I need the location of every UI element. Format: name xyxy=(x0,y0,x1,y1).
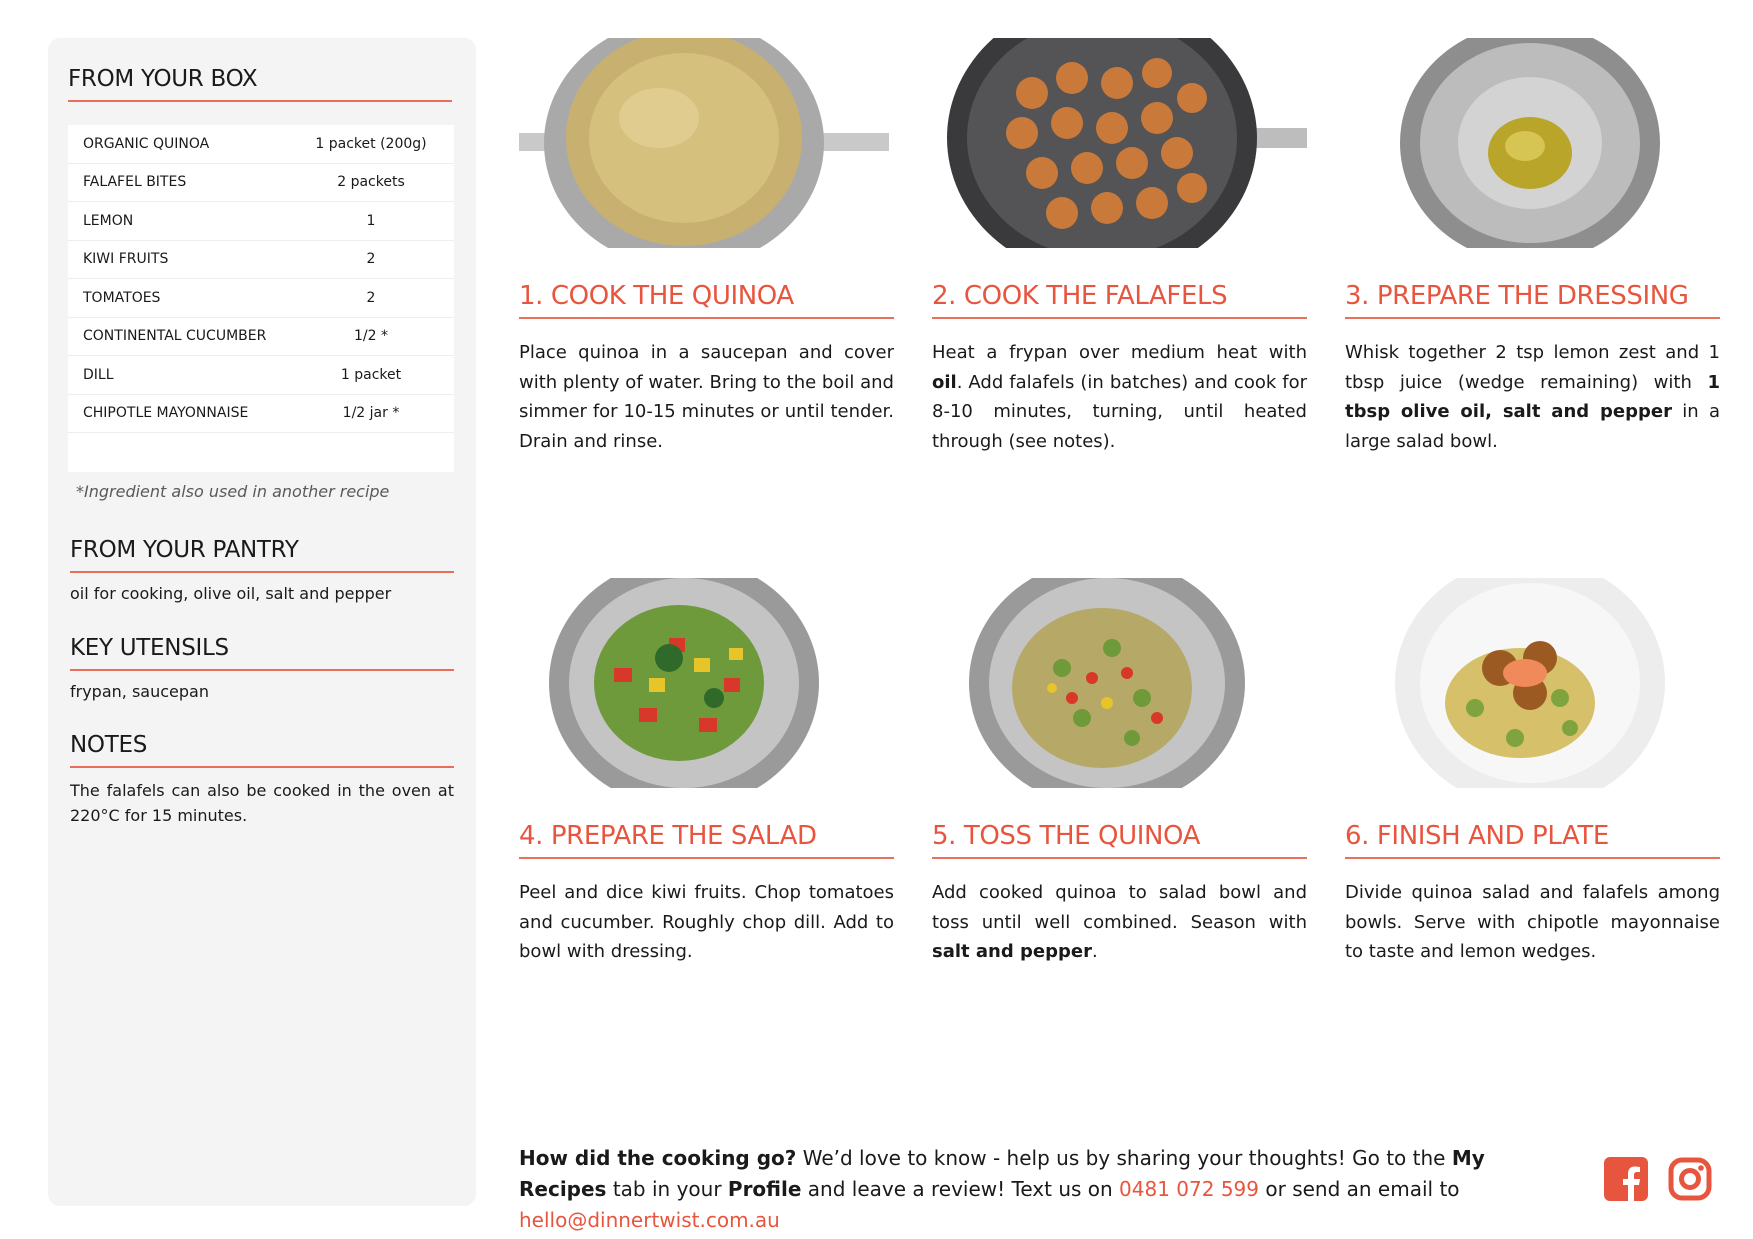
ingredient-row xyxy=(68,318,454,357)
step-title: 1. COOK THE QUINOA xyxy=(519,281,894,319)
ingredient-qty: 1/2 * xyxy=(354,328,388,345)
ingredient-row xyxy=(68,279,454,318)
step-text: Place quinoa in a saucepan and cover with plenty of water. Bring to the boil and simmer for 10-15 minutes or until tender. Drain and rinse. xyxy=(519,342,894,452)
step-text: Heat a frypan over medium heat with oil. Add falafels (in batches) and cook for 8-10 minutes, turning, until heated through (see notes). xyxy=(932,342,1307,452)
my-recipes-link: My Recipes xyxy=(519,1146,1485,1201)
ingredients-table xyxy=(68,125,454,472)
ingredient-qty: 2 xyxy=(366,251,376,268)
ingredient-footnote: *Ingredient also used in another recipe xyxy=(76,482,390,501)
phone-link[interactable]: 0481 072 599 xyxy=(1119,1177,1260,1201)
ingredient-name: CONTINENTAL CUCUMBER xyxy=(83,328,267,345)
step-title: 5. TOSS THE QUINOA xyxy=(932,821,1307,859)
utensils-list: frypan, saucepan xyxy=(70,682,209,701)
from-your-box-heading: FROM YOUR BOX xyxy=(68,66,452,102)
key-utensils-heading: KEY UTENSILS xyxy=(70,635,454,671)
ingredient-row xyxy=(68,125,454,164)
ingredient-qty: 1 xyxy=(366,212,376,229)
step-title: 2. COOK THE FALAFELS xyxy=(932,281,1307,319)
ingredient-row xyxy=(68,395,454,434)
email-link[interactable]: hello@dinnertwist.com.au xyxy=(519,1208,780,1232)
ingredient-qty: 2 xyxy=(366,289,376,306)
quinoa-in-colander-photo xyxy=(519,38,894,248)
dressing-in-bowl-photo xyxy=(1345,38,1720,248)
step-text: Add cooked quinoa to salad bowl and toss until well combined. Season with salt and pepper. xyxy=(932,882,1307,962)
notes-heading: NOTES xyxy=(70,732,454,768)
ingredient-qty: 2 packets xyxy=(337,174,405,191)
instagram-icon[interactable] xyxy=(1668,1157,1712,1201)
profile-link: Profile xyxy=(727,1177,802,1201)
ingredient-name: TOMATOES xyxy=(83,289,161,306)
quinoa-salad-photo xyxy=(932,578,1307,788)
feedback-footer: How did the cooking go? We’d love to know - help us by sharing your thoughts! Go to the My Recipes tab in your Profile and leave a review! Text us on 0481 072 599 or send an email to hello@dinnertwist.com.au xyxy=(519,1146,1485,1232)
step-text: Whisk together 2 tsp lemon zest and 1 tbsp juice (wedge remaining) with 1 tbsp olive oil, salt and pepper in a large salad bowl. xyxy=(1345,342,1720,452)
step-text: Peel and dice kiwi fruits. Chop tomatoes and cucumber. Roughly chop dill. Add to bowl with dressing. xyxy=(519,882,894,962)
step-text: Divide quinoa salad and falafels among bowls. Serve with chipotle mayonnaise to taste and lemon wedges. xyxy=(1345,882,1720,962)
ingredient-name: CHIPOTLE MAYONNAISE xyxy=(83,405,249,422)
step-title: 3. PREPARE THE DRESSING xyxy=(1345,281,1720,319)
ingredient-row xyxy=(68,356,454,395)
ingredient-row xyxy=(68,164,454,203)
ingredient-qty: 1 packet xyxy=(340,366,402,383)
ingredient-row xyxy=(68,241,454,280)
salad-in-bowl-photo xyxy=(519,578,894,788)
pantry-items: oil for cooking, olive oil, salt and pepper xyxy=(70,584,392,603)
ingredient-row xyxy=(68,202,454,241)
plated-dish-photo xyxy=(1345,578,1720,788)
step-title: 6. FINISH AND PLATE xyxy=(1345,821,1720,859)
from-your-pantry-heading: FROM YOUR PANTRY xyxy=(70,537,454,573)
facebook-icon[interactable] xyxy=(1604,1157,1648,1201)
notes-text: The falafels can also be cooked in the oven at 220°C for 15 minutes. xyxy=(70,781,454,825)
ingredient-name: KIWI FRUITS xyxy=(83,251,169,268)
falafels-in-frypan-photo xyxy=(932,38,1307,248)
ingredient-name: ORGANIC QUINOA xyxy=(83,135,210,152)
step-title: 4. PREPARE THE SALAD xyxy=(519,821,894,859)
ingredient-name: LEMON xyxy=(83,212,134,229)
ingredient-qty: 1/2 jar * xyxy=(342,405,400,422)
ingredients-sidebar xyxy=(48,38,476,1206)
footer-question: How did the cooking go? xyxy=(519,1146,797,1170)
ingredient-qty: 1 packet (200g) xyxy=(315,135,427,152)
ingredient-name: FALAFEL BITES xyxy=(83,174,187,191)
ingredient-name: DILL xyxy=(83,366,114,383)
